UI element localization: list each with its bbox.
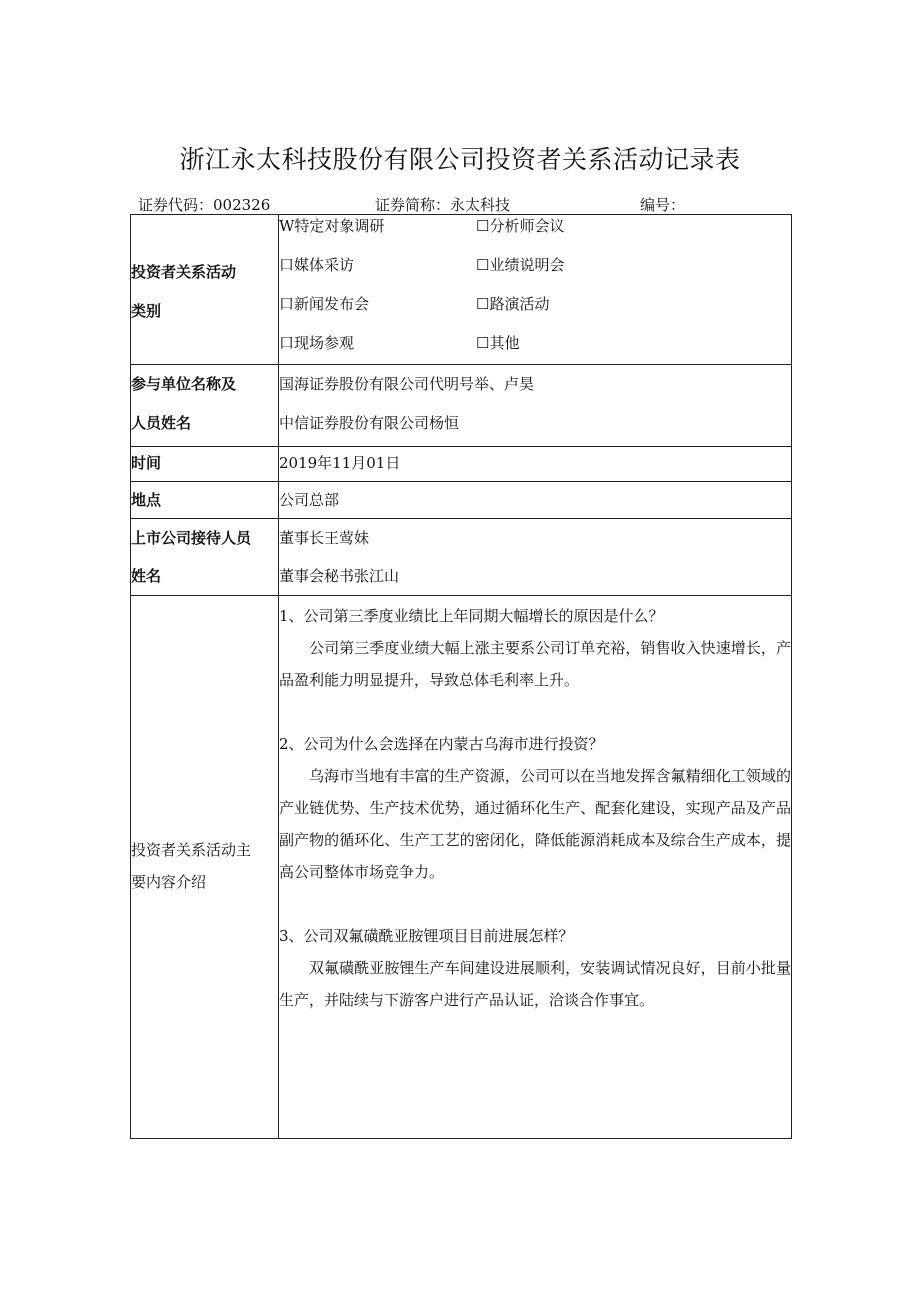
participant-line-1: 国海证券股份有限公司代明号举、卢昊 <box>279 375 535 393</box>
answer-3: 双氟磺酰亚胺锂生产车间建设进展顺利，安装调试情况良好，目前小批量生产，并陆续与下游客户进行产品认证，洽谈合作事宜。 <box>279 959 791 1009</box>
participants-value <box>279 365 792 447</box>
question-2: 2、公司为什么会选择在内蒙古乌海市进行投资？ <box>279 735 604 753</box>
reception-line-2: 董事会秘书张江山 <box>279 567 400 585</box>
option-press-conference: 口新闻发布会 <box>279 295 370 313</box>
record-table <box>130 214 792 1139</box>
row-reception <box>131 519 792 596</box>
option-media-interview: 口媒体采访 <box>279 256 355 274</box>
option-specific-research: W特定对象调研 <box>279 217 385 235</box>
record-number: 编号： <box>640 196 686 214</box>
activity-type-label <box>131 215 279 365</box>
option-analyst-meeting: ☐分析师会议 <box>476 217 565 235</box>
activity-type-label-line2: 类别 <box>131 302 162 320</box>
activity-type-options <box>279 215 792 365</box>
row-activity-type <box>131 215 792 365</box>
location-label: 地点 <box>131 482 279 519</box>
reception-label <box>131 519 279 596</box>
row-location <box>131 482 792 519</box>
row-time <box>131 447 792 482</box>
question-1: 1、公司第三季度业绩比上年同期大幅增长的原因是什么？ <box>279 607 664 625</box>
activity-type-label-line1: 投资者关系活动 <box>131 263 237 281</box>
participants-label-line1: 参与单位名称及 <box>131 375 237 393</box>
option-roadshow: ☐路演活动 <box>476 295 550 313</box>
main-content-value <box>279 596 792 1139</box>
reception-label-line2: 姓名 <box>131 567 162 585</box>
participant-line-2: 中信证券股份有限公司杨恒 <box>279 414 460 432</box>
answer-1: 公司第三季度业绩大幅上涨主要系公司订单充裕，销售收入快速增长，产品盈利能力明显提升，导致总体毛利率上升。 <box>279 639 791 689</box>
security-code: 证券代码：002326 <box>138 196 271 214</box>
option-site-visit: 口现场参观 <box>279 334 355 352</box>
question-3: 3、公司双氟磺酰亚胺锂项目目前进展怎样？ <box>279 927 574 945</box>
location-value: 公司总部 <box>279 482 792 519</box>
participants-label-line2: 人员姓名 <box>131 414 192 432</box>
time-label: 时间 <box>131 447 279 482</box>
reception-line-1: 董事长王莺妹 <box>279 529 370 547</box>
main-content-label-line2: 要内容介绍 <box>131 873 207 891</box>
row-participants <box>131 365 792 447</box>
row-main-content <box>131 596 792 1139</box>
option-earnings-briefing: ☐业绩说明会 <box>476 256 565 274</box>
reception-value <box>279 519 792 596</box>
time-value: 2019年11月01日 <box>279 447 792 482</box>
main-content-label <box>131 596 279 1139</box>
reception-label-line1: 上市公司接待人员 <box>131 529 252 547</box>
answer-2: 乌海市当地有丰富的生产资源，公司可以在当地发挥含氟精细化工领域的产业链优势、生产技术优势，通过循环化生产、配套化建设，实现产品及产品副产物的循环化、生产工艺的密闭化，降低能源消耗成本及综合生产成本，提高公司整体市场竞争力。 <box>279 767 791 881</box>
document-title: 浙江永太科技股份有限公司投资者关系活动记录表 <box>179 145 741 174</box>
option-other: ☐其他 <box>476 334 520 352</box>
security-abbreviation: 证券简称：永太科技 <box>375 196 511 214</box>
participants-label <box>131 365 279 447</box>
main-content-label-line1: 投资者关系活动主 <box>131 841 252 859</box>
